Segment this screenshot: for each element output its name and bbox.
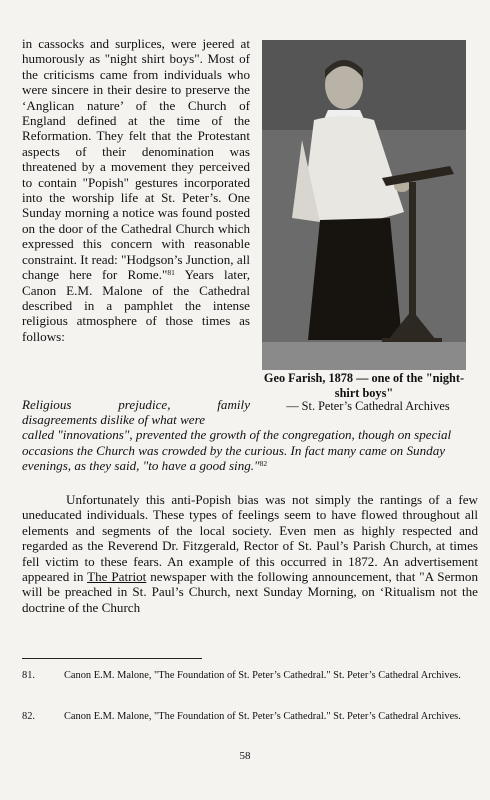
photo-caption-title: Geo Farish, 1878 — one of the "night-shirt boys"	[263, 371, 465, 400]
quote-text: called "innovations", prevented the growth of the congregation, though on special occasions the Church was crowded by the curious. In fact many came on Sunday evenings, as they said, "to have a good sing."	[22, 427, 452, 473]
footnote-divider	[22, 658, 202, 659]
photo-caption-credit: — St. Peter’s Cathedral Archives	[286, 399, 450, 413]
body-text-part-2: Years later, Canon E.M. Malone of the Cathedral described in a pamphlet the intense religious atmosphere of those times as follows:	[22, 267, 250, 344]
body-text-column	[22, 36, 250, 344]
footnote-ref-81: 81	[167, 268, 175, 278]
footnote-number: 82.	[22, 711, 35, 722]
historical-photo	[262, 40, 466, 370]
footnote-number: 81.	[22, 670, 35, 681]
footnote-text: Canon E.M. Malone, "The Foundation of St. Peter’s Cathedral." St. Peter’s Cathedral Archives.	[64, 670, 461, 681]
newspaper-title: The Patriot	[87, 569, 147, 585]
para2-text-1: Unfortunately this anti-Popish bias was not simply the rantings of a few uneducated individuals. These types of feelings seem to have flowed throughout all elements and segments of the local society. Even men as highly respected and regarded as the Reverend Dr. Fitzgerald, Rector of St. Paul’s Parish Church, at times fell victim to these fears. An example of this occurred in 1872. An advertisement appeared in	[22, 492, 478, 585]
body-paragraph-2	[22, 492, 478, 615]
choirboy-photo-illustration	[262, 40, 466, 370]
quote-line-1: Religious prejudice, family	[22, 397, 250, 412]
footnote-ref-82: 82	[259, 458, 268, 468]
body-text-part-1: in cassocks and surplices, were jeered at humorously as "night shirt boys". Most of the criticisms came from individuals who were sincere in their desire to preserve the ‘Anglican nature’ of the Church of England defined at the time of the Reformation. They felt that the Protestant aspects of their denomination was threatened by a movement they perceived to contain "Popish" gestures incorporated into the worship life at St. Peter’s. One Sunday morning a notice was found posted on the door of the Cathedral Church which expressed this concern with reasonable constraint. It read: "Hodgson’s Junction, all change here for Rome."	[22, 36, 250, 283]
block-quote	[22, 397, 478, 473]
para2-text-2: newspaper with the following announcement, that "A Sermon will be preached in St. Paul’s Church, next Sunday Morning, on ‘Ritualism not the doctrine of the Church	[22, 569, 479, 615]
footnote-text: Canon E.M. Malone, "The Foundation of St. Peter’s Cathedral." St. Peter’s Cathedral Archives.	[64, 711, 461, 722]
quote-line-2: disagreements dislike of what were	[22, 412, 206, 428]
page-number: 58	[239, 750, 251, 762]
